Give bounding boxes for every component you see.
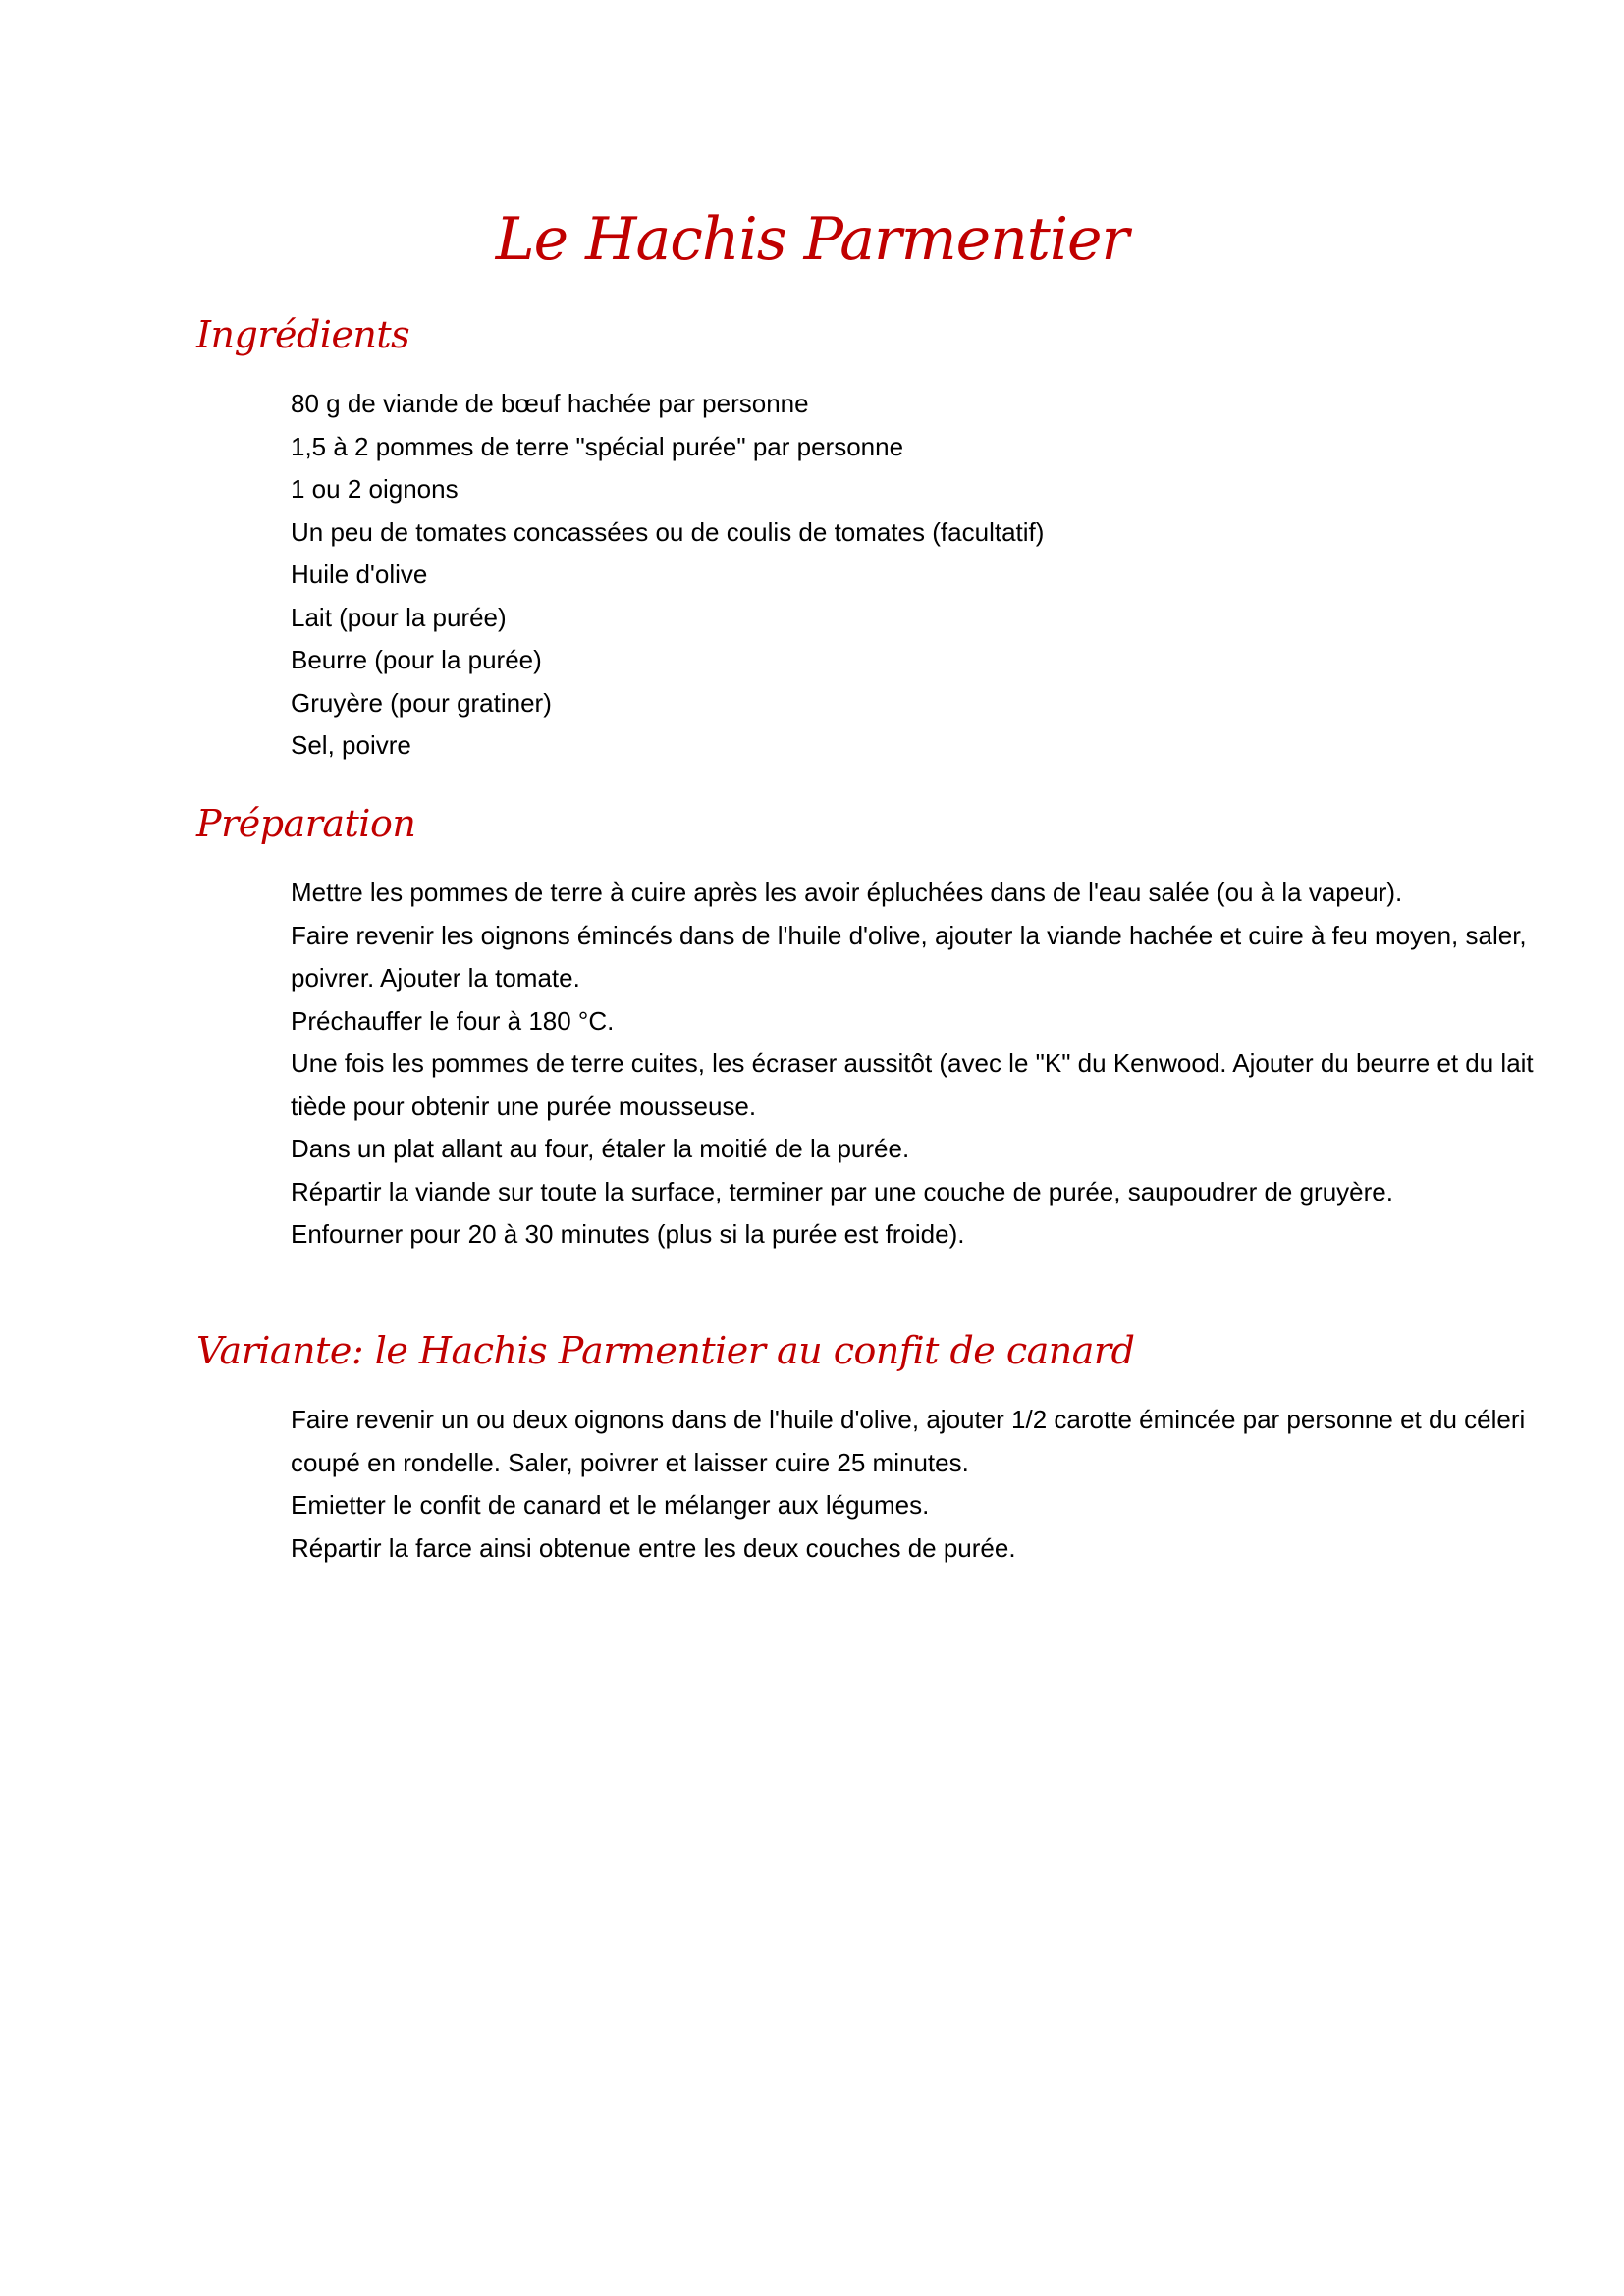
preparation-heading: Préparation: [196, 802, 416, 845]
preparation-step: Mettre les pommes de terre à cuire après les avoir épluchées dans de l'eau salée (ou à la vapeur).: [291, 878, 1403, 907]
preparation-step: Enfourner pour 20 à 30 minutes (plus si la purée est froide).: [291, 1219, 965, 1249]
ingredient-item: 80 g de viande de bœuf hachée par personne: [291, 389, 809, 418]
variante-step: Répartir la farce ainsi obtenue entre les deux couches de purée.: [291, 1532, 1016, 1563]
ingredient-item: Un peu de tomates concassées ou de coulis de tomates (facultatif): [291, 516, 1045, 547]
preparation-step: Répartir la viande sur toute la surface, terminer par une couche de purée, saupoudrer de gruyère.: [291, 1176, 1393, 1206]
ingredient-item: Beurre (pour la purée): [291, 645, 542, 674]
preparation-step: Faire revenir les oignons émincés dans de l'huile d'olive, ajouter la viande hachée et cuire à feu moyen, saler, poivrer. Ajouter la tomate.: [291, 920, 1527, 992]
ingredient-item: 1 ou 2 oignons: [291, 474, 459, 504]
ingredient-item: 1,5 à 2 pommes de terre "spécial purée" par personne: [291, 431, 904, 461]
preparation-steps: [291, 872, 1538, 1256]
ingredient-item: Lait (pour la purée): [291, 602, 507, 632]
variante-step: Emietter le confit de canard et le mélanger aux légumes.: [291, 1490, 930, 1520]
preparation-step: Dans un plat allant au four, étaler la moitié de la purée.: [291, 1134, 910, 1163]
preparation-step: Une fois les pommes de terre cuites, les écraser aussitôt (avec le "K" du Kenwood. Ajouter du beurre et du lait tiède pour obtenir une purée mousseuse.: [291, 1048, 1534, 1121]
ingredient-item: Sel, poivre: [291, 730, 411, 760]
ingredients-heading: Ingrédients: [196, 313, 410, 356]
variante-heading: Variante: le Hachis Parmentier au confit de canard: [196, 1329, 1135, 1372]
page-title: Le Hachis Parmentier: [495, 205, 1129, 274]
ingredients-list: [291, 383, 1538, 768]
ingredient-item: Huile d'olive: [291, 560, 428, 589]
preparation-step: Préchauffer le four à 180 °C.: [291, 1005, 615, 1036]
variante-step: Faire revenir un ou deux oignons dans de l'huile d'olive, ajouter 1/2 carotte émincée par personne et du céleri coupé en rondelle. Saler, poivrer et laisser cuire 25 minutes.: [291, 1405, 1526, 1477]
ingredient-item: Gruyère (pour gratiner): [291, 687, 552, 718]
variante-steps: [291, 1399, 1538, 1570]
